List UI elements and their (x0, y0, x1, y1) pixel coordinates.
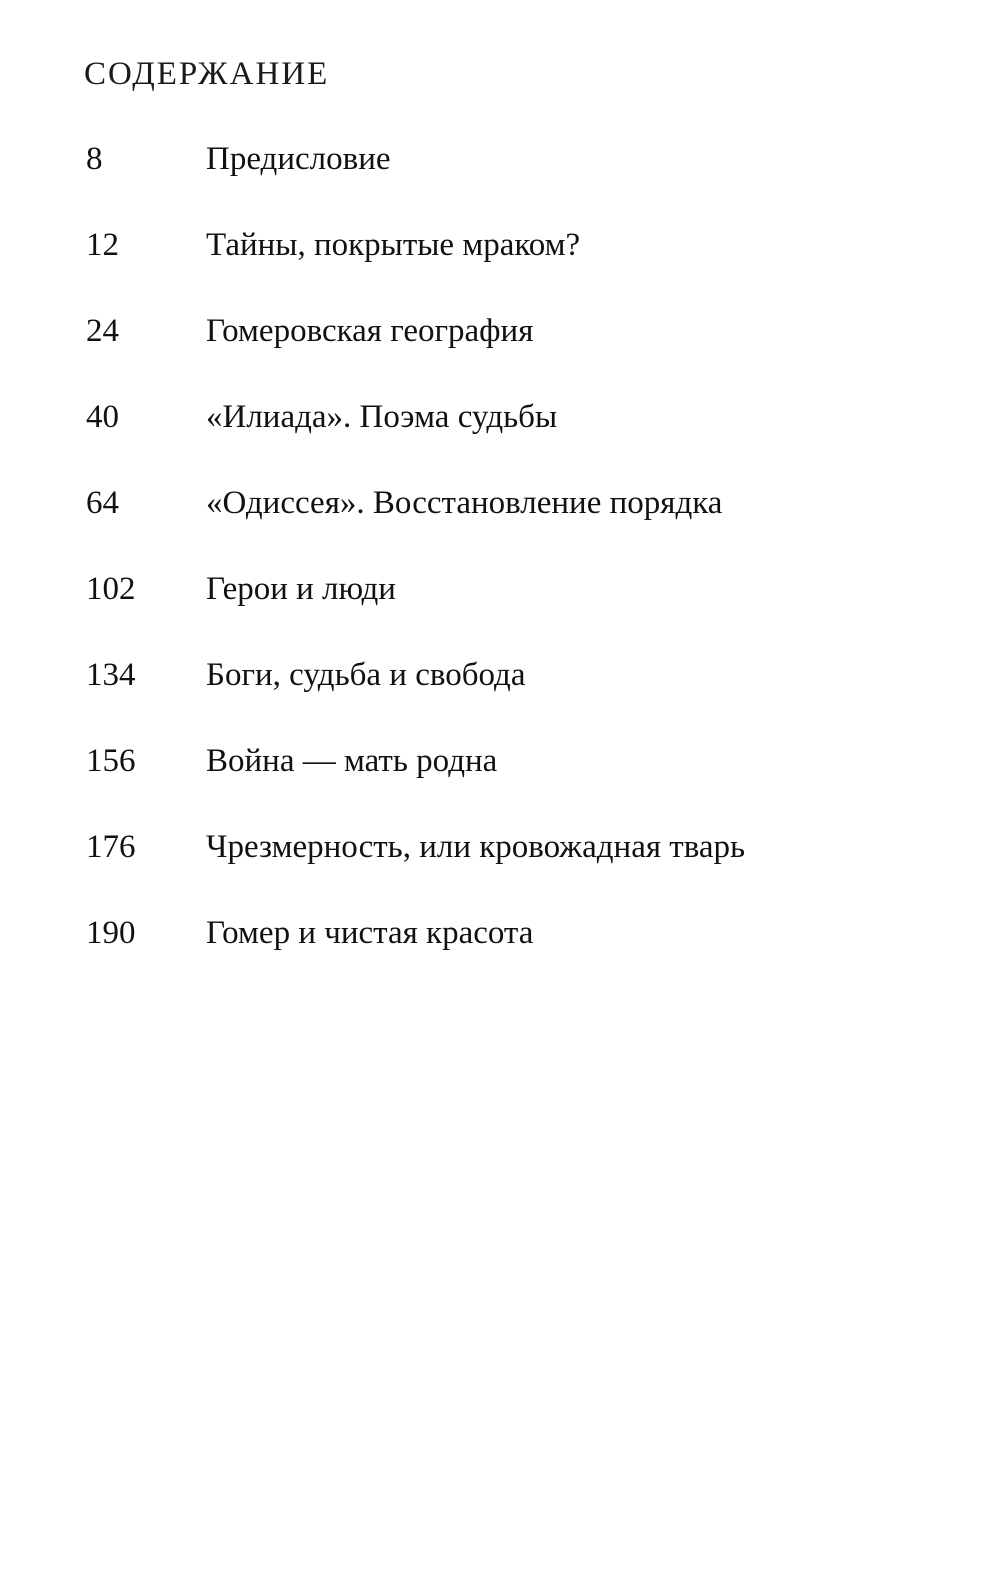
toc-page-number: 64 (86, 485, 119, 521)
toc-chapter-title: «Илиада». Поэма судьбы (206, 399, 558, 435)
toc-page-number: 176 (86, 829, 136, 865)
toc-chapter-title: Гомеровская география (206, 313, 534, 349)
toc-chapter-title: Боги, судьба и свобода (206, 657, 526, 693)
toc-chapter-title: Чрезмерность, или кровожадная тварь (206, 829, 746, 865)
toc-page-number: 134 (86, 657, 136, 693)
toc-entry (0, 481, 1000, 567)
toc-entry (0, 825, 1000, 911)
toc-entry (0, 309, 1000, 395)
contents-heading: СОДЕРЖАНИЕ (84, 56, 330, 92)
toc-chapter-title: Тайны, покрытые мраком? (206, 227, 581, 263)
toc-chapter-title: Гомер и чистая красота (206, 915, 534, 951)
toc-entry (0, 223, 1000, 309)
table-of-contents (0, 137, 1000, 997)
toc-chapter-title: Герои и люди (206, 571, 396, 607)
toc-page-number: 40 (86, 399, 119, 435)
toc-page-number: 102 (86, 571, 136, 607)
toc-page-number: 24 (86, 313, 119, 349)
toc-page-number: 12 (86, 227, 119, 263)
toc-chapter-title: «Одиссея». Восстановление порядка (206, 485, 723, 521)
toc-page-number: 8 (86, 141, 103, 177)
toc-chapter-title: Война — мать родна (206, 743, 498, 779)
toc-entry (0, 137, 1000, 223)
toc-entry (0, 567, 1000, 653)
toc-chapter-title: Предисловие (206, 141, 391, 177)
toc-entry (0, 653, 1000, 739)
toc-page-number: 190 (86, 915, 136, 951)
toc-entry (0, 911, 1000, 997)
toc-entry (0, 739, 1000, 825)
toc-page-number: 156 (86, 743, 136, 779)
toc-entry (0, 395, 1000, 481)
